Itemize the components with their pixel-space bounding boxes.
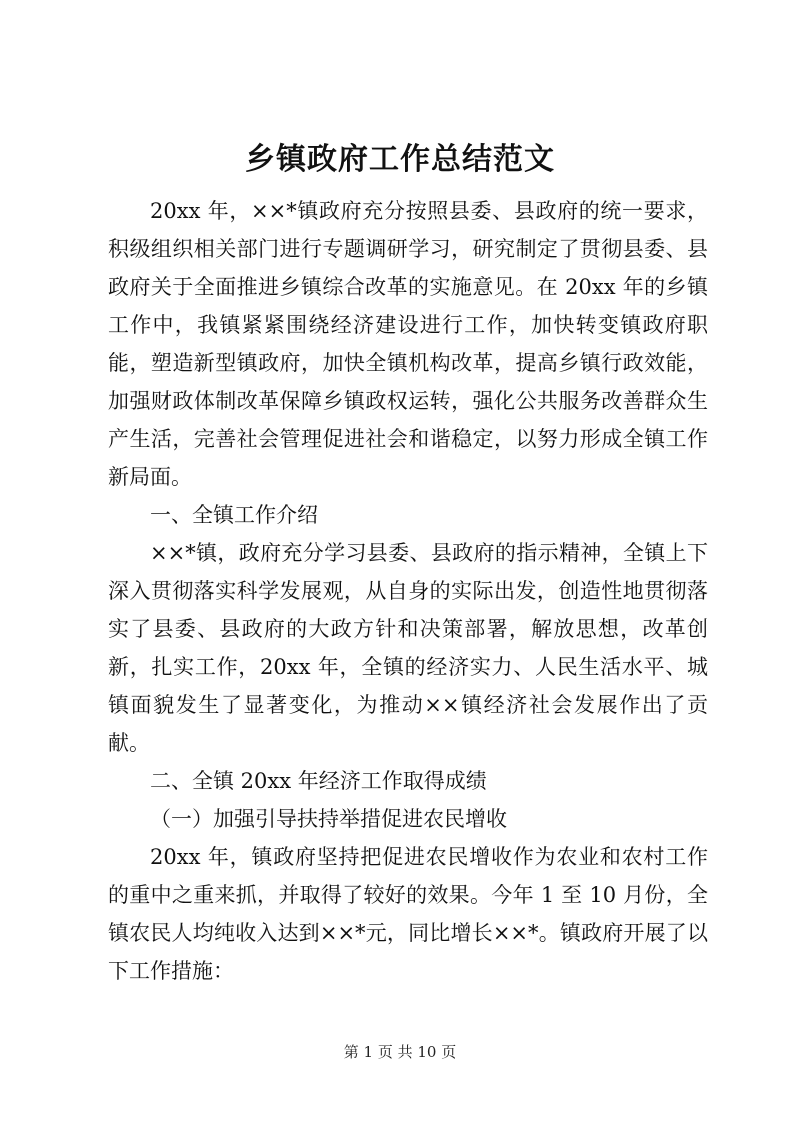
document-title: 乡镇政府工作总结范文 (245, 142, 555, 177)
section-heading-2: 二、全镇 20xx 年经济工作取得成绩 (150, 769, 487, 793)
document-body (108, 192, 708, 990)
paragraph-subsection-1: 20xx 年，镇政府坚持把促进农民增收作为农业和农村工作的重中之重来抓，并取得了较好的效果。今年 1 至 10 月份，全镇农民人均纯收入达到××*元，同比增长××*。镇政府开展了以下工作措施： (108, 845, 708, 983)
section-heading-1: 一、全镇工作介绍 (150, 503, 318, 527)
paragraph-section-1: ××*镇，政府充分学习县委、县政府的指示精神，全镇上下深入贯彻落实科学发展观，从自身的实际出发，创造性地贯彻落实了县委、县政府的大政方针和决策部署，解放思想，改革创新，扎实工作，20xx 年，全镇的经济实力、人民生活水平、城镇面貌发生了显著变化，为推动××镇经济社会发展作出了贡献。 (108, 541, 708, 755)
page-footer: 第 1 页 共 10 页 (343, 1043, 457, 1061)
paragraph-intro: 20xx 年，××*镇政府充分按照县委、县政府的统一要求，积级组织相关部门进行专题调研学习，研究制定了贯彻县委、县政府关于全面推进乡镇综合改革的实施意见。在 20xx 年的乡镇工作中，我镇紧紧围绕经济建设进行工作，加快转变镇政府职能，塑造新型镇政府，加快全镇机构改革，提高乡镇行政效能，加强财政体制改革保障乡镇政权运转，强化公共服务改善群众生产生活，完善社会管理促进社会和谐稳定，以努力形成全镇工作新局面。 (108, 199, 708, 489)
subsection-heading-1: （一）加强引导扶持举措促进农民增收 (150, 807, 507, 831)
